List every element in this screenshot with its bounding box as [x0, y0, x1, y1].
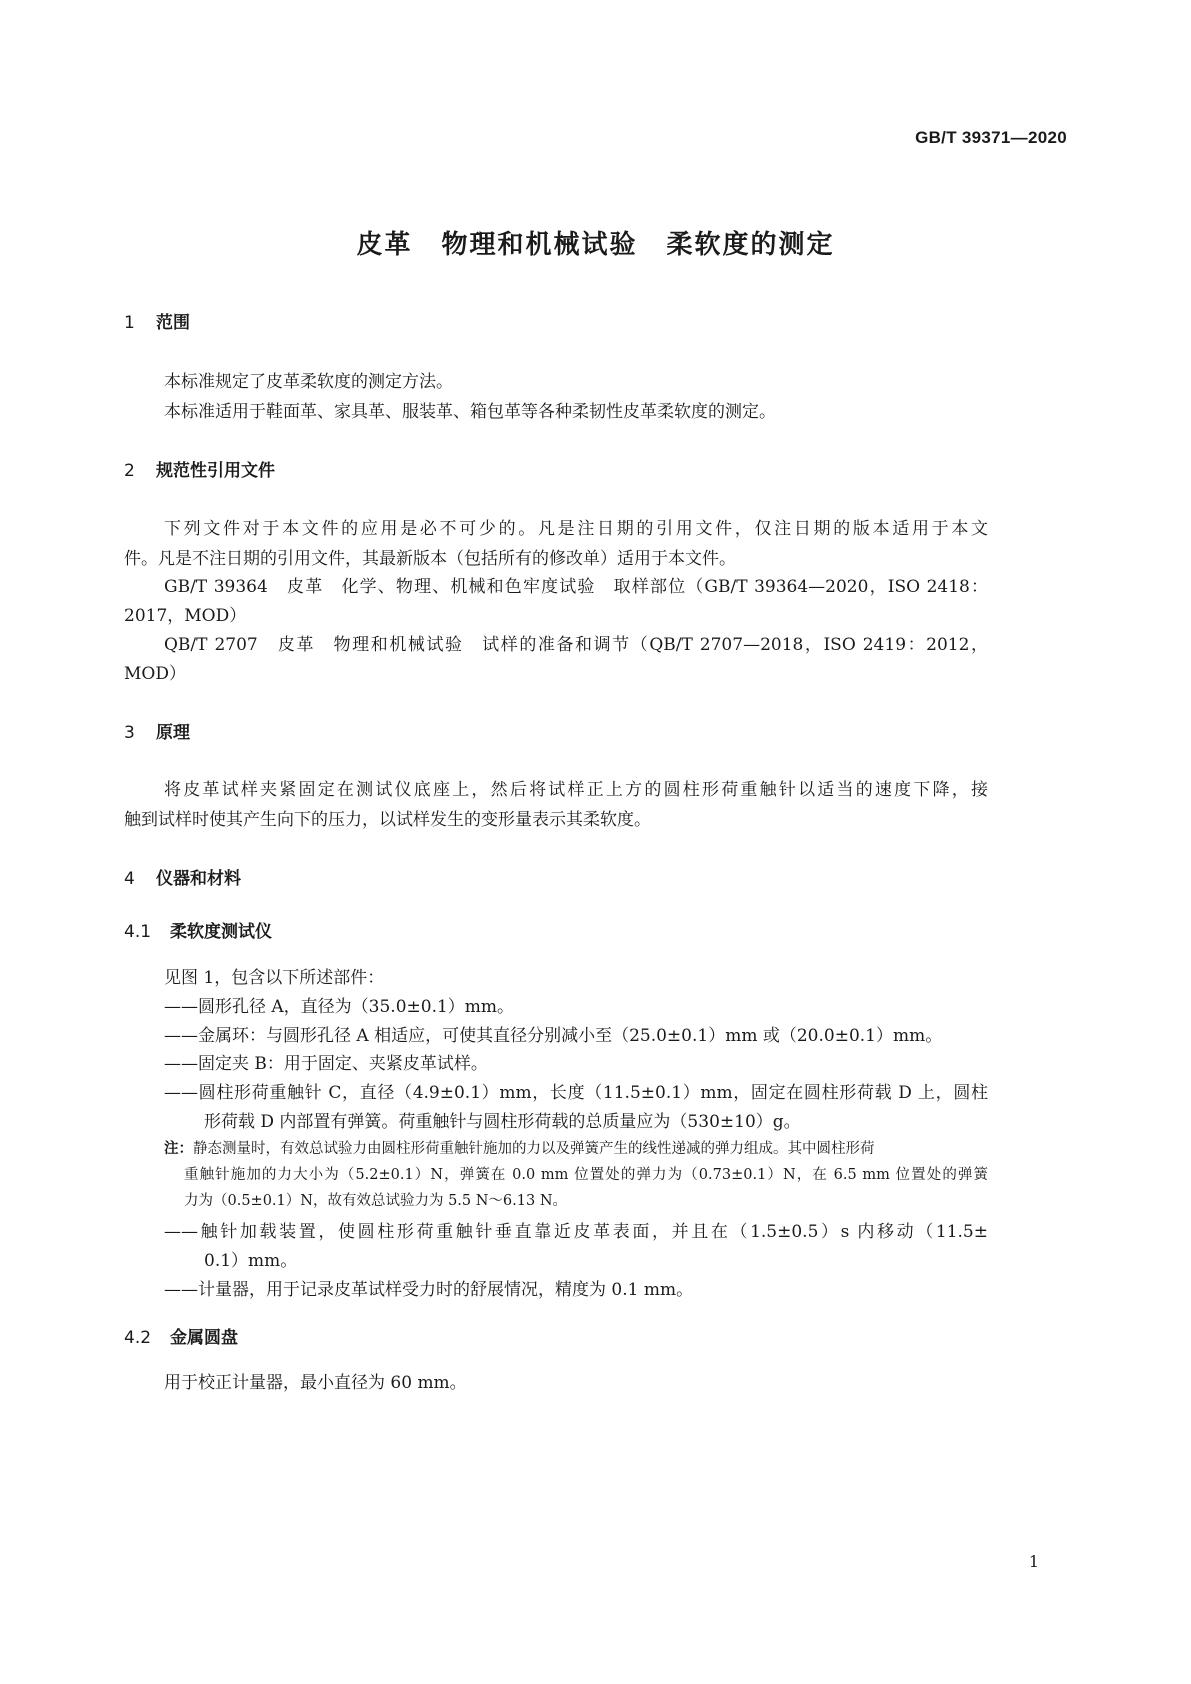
note	[164, 1137, 875, 1158]
paragraph-line: 件。凡是不注日期的引用文件，其最新版本（包括所有的修改单）适用于本文件。	[124, 549, 736, 569]
reference-line: 2017，MOD）	[124, 606, 247, 626]
section-number: 1	[124, 313, 135, 333]
standard-number: GB/T 39371—2020	[915, 128, 1067, 147]
section-4-heading	[124, 864, 241, 889]
list-item-line: ——触针加载装置，使圆柱形荷重触针垂直靠近皮革表面，并且在（1.5±0.5）s 内移动（11.5±	[164, 1222, 988, 1242]
paragraph: 本标准适用于鞋面革、家具革、服装革、箱包革等各种柔韧性皮革柔软度的测定。	[164, 402, 776, 422]
section-3-heading	[124, 718, 190, 743]
list-item: ——固定夹 B：用于固定、夹紧皮革试样。	[164, 1054, 488, 1074]
reference-line: MOD）	[124, 664, 186, 684]
subsection-number: 4.2	[124, 1328, 152, 1348]
section-title: 原理	[156, 723, 190, 743]
list-item-line: ——圆柱形荷重触针 C，直径（4.9±0.1）mm，长度（11.5±0.1）mm，固定在圆柱形荷载 D 上，圆柱	[164, 1083, 988, 1103]
section-title: 规范性引用文件	[156, 461, 275, 481]
page-number: 1	[1028, 1552, 1039, 1571]
subsection-4-1-heading	[124, 917, 272, 942]
list-item: ——金属环：与圆形孔径 A 相适应，可使其直径分别减小至（25.0±0.1）mm 或（20.0±0.1）mm。	[164, 1026, 943, 1046]
section-2-heading	[124, 456, 275, 481]
paragraph: 见图 1，包含以下所述部件：	[164, 968, 385, 988]
paragraph-line: 下列文件对于本文件的应用是必不可少的。凡是注日期的引用文件，仅注日期的版本适用于本文	[164, 519, 988, 539]
note-line: 力为（0.5±0.1）N，故有效总试验力为 5.5 N～6.13 N。	[184, 1193, 568, 1209]
list-item: ——计量器，用于记录皮革试样受力时的舒展情况，精度为 0.1 mm。	[164, 1280, 694, 1300]
list-item-line: 0.1）mm。	[204, 1251, 298, 1271]
subsection-number: 4.1	[124, 922, 152, 942]
subsection-title: 柔软度测试仪	[170, 922, 272, 942]
subsection-title: 金属圆盘	[170, 1328, 238, 1348]
list-item: ——圆形孔径 A，直径为（35.0±0.1）mm。	[164, 997, 515, 1017]
section-title: 仪器和材料	[156, 869, 241, 889]
section-number: 3	[124, 723, 135, 743]
paragraph-line: 触到试样时使其产生向下的压力，以试样发生的变形量表示其柔软度。	[124, 810, 651, 830]
section-title: 范围	[156, 313, 190, 333]
subsection-4-2-heading	[124, 1323, 238, 1348]
reference-line: QB/T 2707 皮革 物理和机械试验 试样的准备和调节（QB/T 2707—2018，ISO 2419：2012，	[164, 635, 988, 655]
section-number: 4	[124, 869, 135, 889]
document-title: 皮革 物理和机械试验 柔软度的测定	[356, 230, 835, 260]
list-item-line: 形荷载 D 内部置有弹簧。荷重触针与圆柱形荷载的总质量应为（530±10）g。	[204, 1112, 801, 1132]
note-label: 注：	[164, 1141, 193, 1157]
paragraph-line: 将皮革试样夹紧固定在测试仪底座上，然后将试样正上方的圆柱形荷重触针以适当的速度下降，接	[164, 780, 988, 800]
paragraph: 本标准规定了皮革柔软度的测定方法。	[164, 372, 453, 392]
note-text: 静态测量时，有效总试验力由圆柱形荷重触针施加的力以及弹簧产生的线性递减的弹力组成。其中圆柱形荷	[193, 1141, 875, 1157]
section-number: 2	[124, 461, 135, 481]
paragraph: 用于校正计量器，最小直径为 60 mm。	[164, 1373, 467, 1393]
note-line: 重触针施加的力大小为（5.2±0.1）N，弹簧在 0.0 mm 位置处的弹力为（0.73±0.1）N，在 6.5 mm 位置处的弹簧	[184, 1167, 988, 1183]
section-1-heading	[124, 308, 190, 333]
reference-line: GB/T 39364 皮革 化学、物理、机械和色牢度试验 取样部位（GB/T 39364—2020，ISO 2418：	[164, 577, 988, 597]
